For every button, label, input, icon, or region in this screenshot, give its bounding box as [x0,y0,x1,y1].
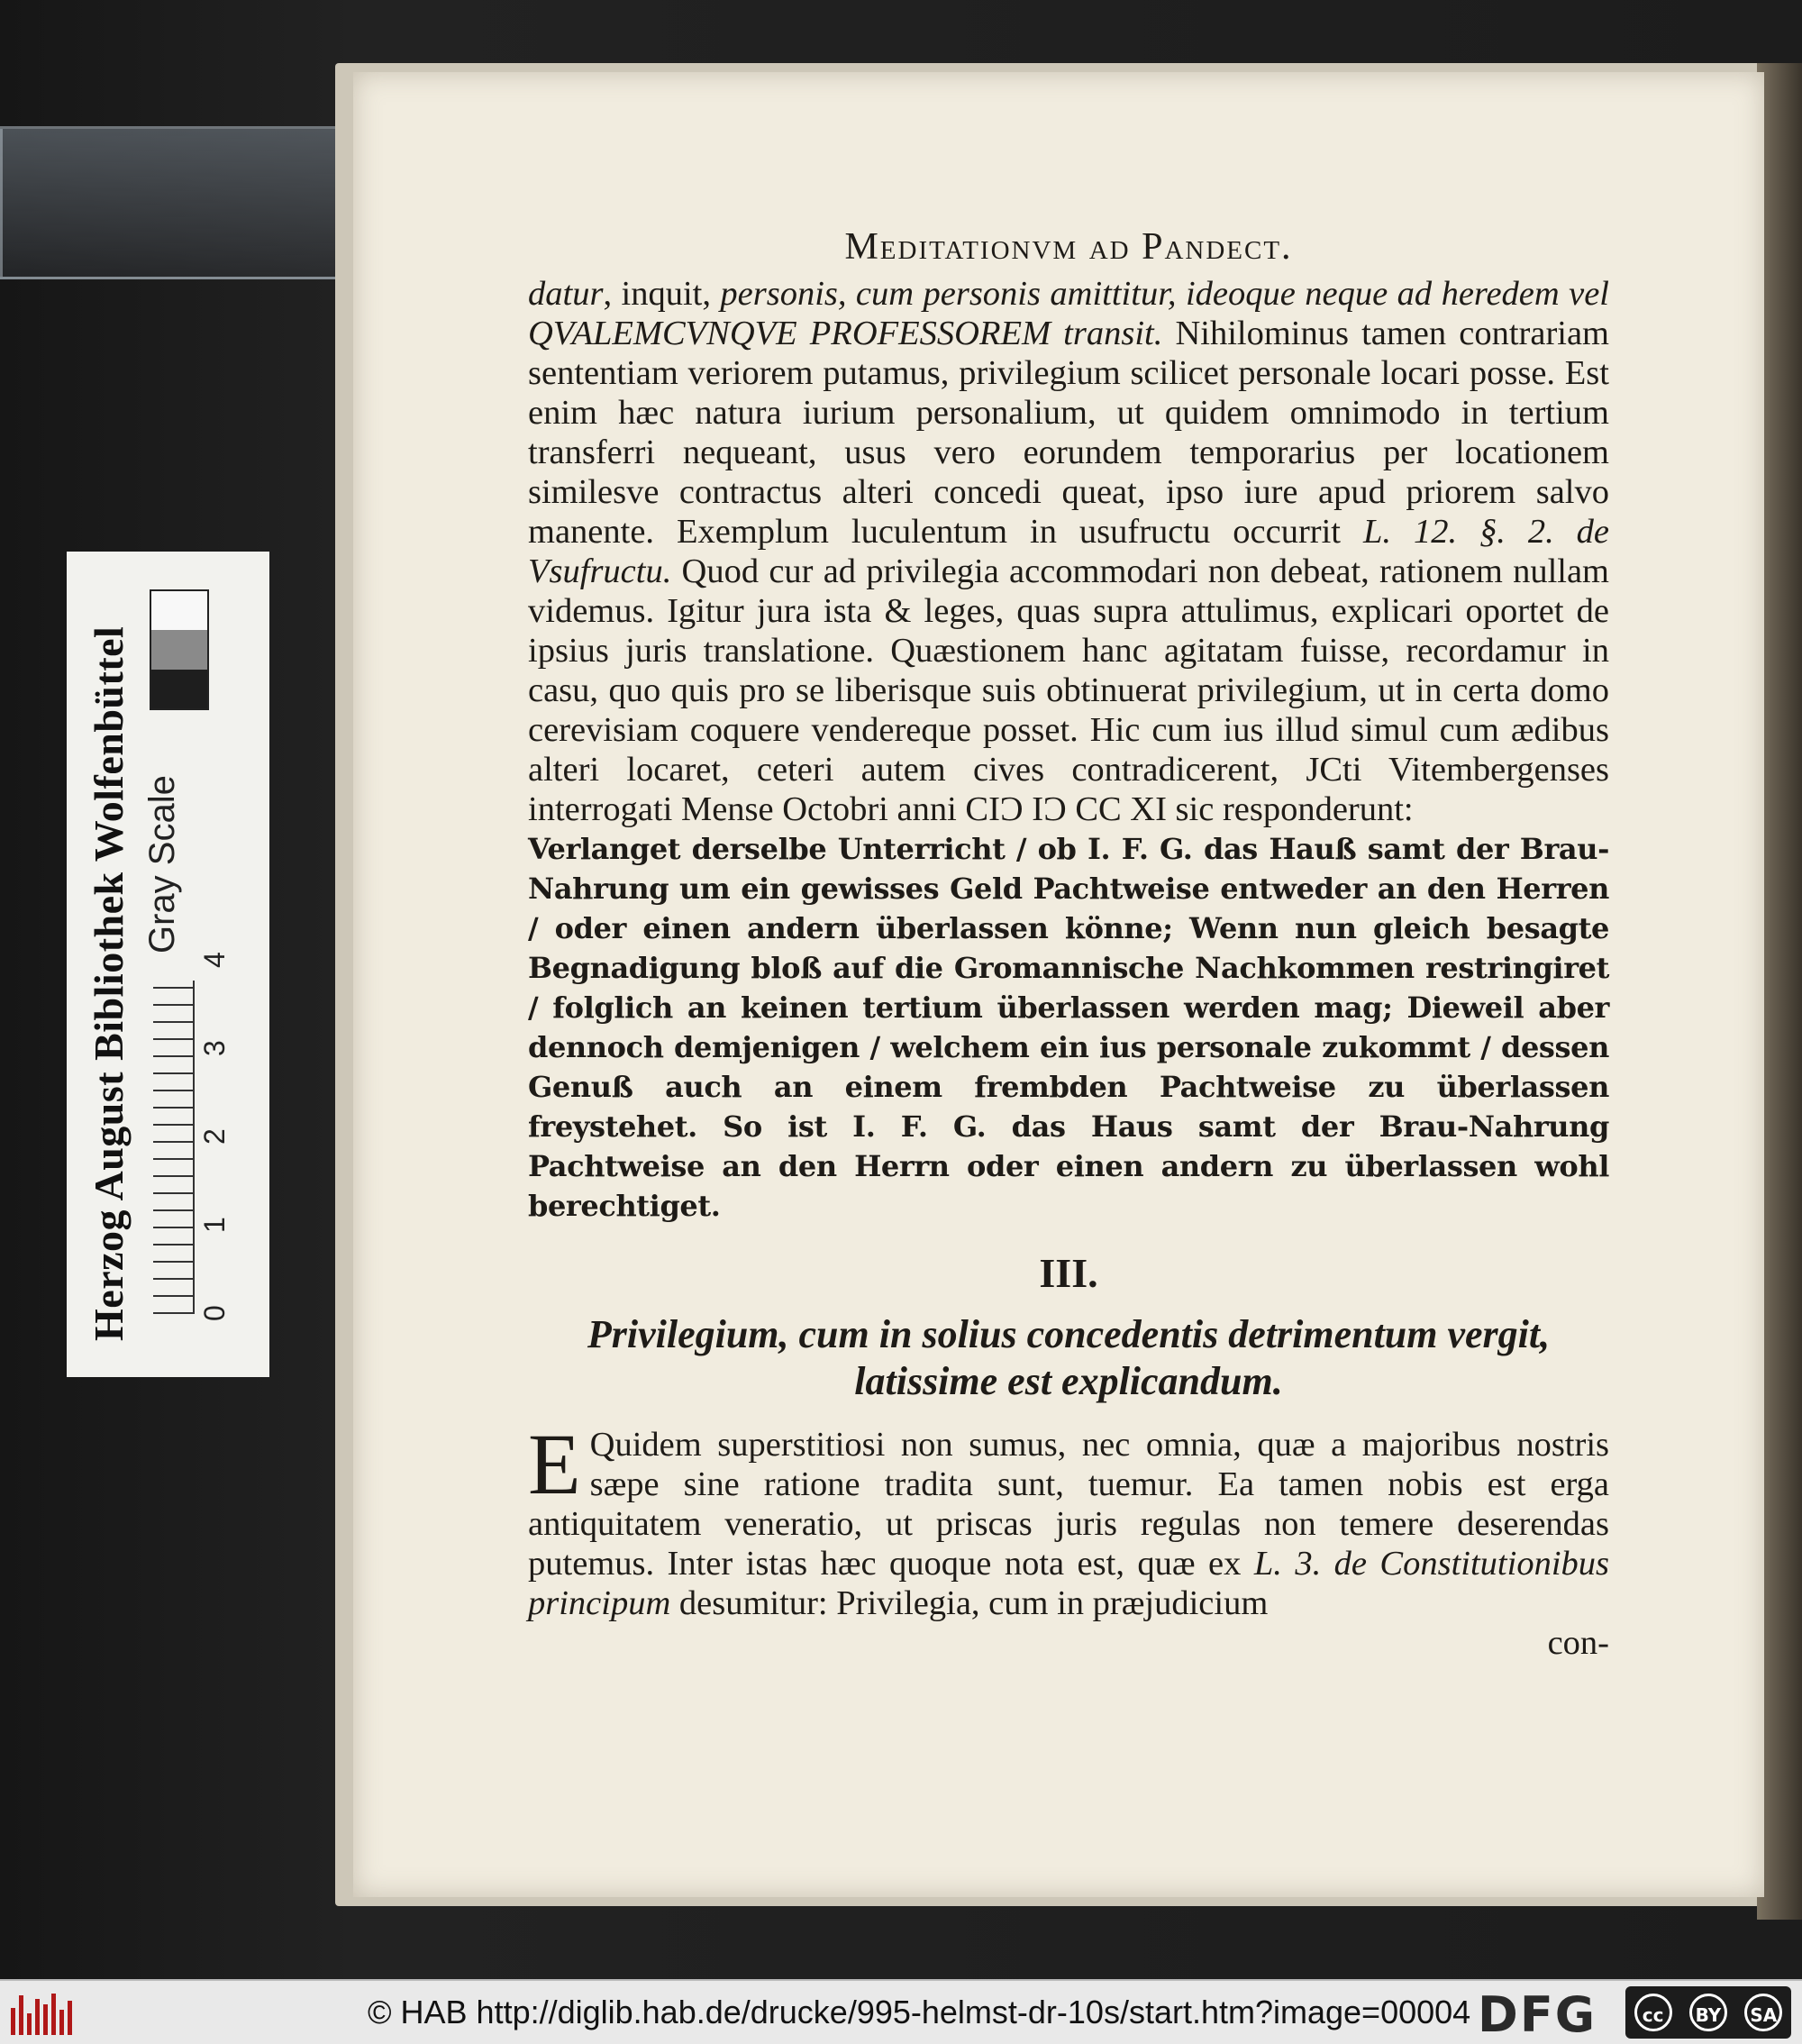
ruler-number: 3 [198,1040,231,1056]
text-segment: Quidem superstitiosi non sumus, nec omnia, quæ a majoribus nostris sæpe sine ratione tradita sunt, tuemur. Ea tamen nobis est erga antiquitatem veneratio, ut priscas juris regulas non temere deserendas putemus. Inter istas hæc quoque nota est, quæ ex [528,1426,1609,1583]
dfg-logo[interactable]: DFG [1478,1986,1597,2043]
text-segment: Nihilominus tamen contrariam sententiam veriorem putamus, privilegium scilicet personale locari posse. Est enim hæc natura iurium personalium, ut quidem omnimodo in tertium transferri nequeant, usus vero eorundem temporarius per locationem similesve contractus alteri concedi queat, ipso iure apud priorem salvo manente. Exemplum luculentum in usufructu occurrit [528,315,1609,551]
ruler-number: 0 [198,1305,231,1321]
ruler [153,981,195,1314]
cc-icon: cc [1634,1994,1672,2031]
credit-link[interactable]: © HAB http://diglib.hab.de/drucke/995-helmst-dr-10s/start.htm?image=00004 [368,1994,1471,2030]
running-head: Meditationvm ad Pandect. [844,226,1293,268]
cc-by-icon: BY [1689,1994,1727,2031]
library-name: Herzog August Bibliothek Wolfenbüttel [86,625,132,1341]
calibration-card-content [67,552,269,1377]
text-segment: Quod cur ad privilegia accommodari non debeat, rationem nullam videmus. Igitur jura ista & leges, quas supra attulimus, explicari oportet de ipsius juris translatione. Quæstionem hanc agitatam fuisse, recordamur in casu, quo quis pro se liberisque suis obtinuerat privilegium, ut in certa domo cerevisiam coquere vendereque posset. Hic cum ius illud simul cum ædibus alteri locaret, ceteri autem cives contradicerent, JCti Vitembergenses interrogati Mense Octobri anni CIƆ IƆ CC XI sic responderunt: [528,552,1609,828]
text-segment: , inquit, [603,275,721,313]
gray-patch-light [151,591,207,630]
gray-scale-patches [150,589,209,710]
paragraph-german-quote: Verlanget derselbe Unterricht / ob I. F. G. das Hauß samt der Brau-Nahrung um ein gewisses Geld Pachtweise entweder an den Herren / oder einen andern überlassen könne; Wenn nun gleich besagte Begnadigung bloß auf die Gromannische Nachkommen restringiret / folglich an keinen tertium überlassen werden mag; Dieweil aber dennoch demjenigen / welchem ein ius personale zukommt / dessen Genuß auch an einem frembden Pachtweise zu überlassen freystehet. So ist I. F. G. das Haus samt der Brau-Nahrung Pachtweise an den Herrn oder einen andern zu überlassen wohl berechtiget. [528,832,1609,1223]
footer-bar [0,1979,1802,2044]
citation: L. 12. §. 2. de Vsufructu. [528,513,1609,590]
cc-license-badge[interactable] [1625,1986,1791,2039]
paragraph-latin-2 [528,1416,1610,1623]
section-number: III. [1039,1250,1098,1296]
ruler-number: 2 [198,1128,231,1145]
hab-logo-icon[interactable] [11,1990,76,2035]
gray-patch-dark [151,670,207,708]
drop-cap: E [528,1416,581,1512]
citation: L. 3. de Constitutionibus principum [528,1545,1610,1622]
catchword: con- [1547,1624,1609,1662]
section-heading: Privilegium, cum in solius concedentis detrimentum vergit, latissime est explicandum. [587,1312,1551,1403]
gray-scale-label: Gray Scale [142,775,182,954]
calibration-card [67,552,269,1377]
ruler-number: 1 [198,1217,231,1233]
cc-sa-icon: SA [1744,1994,1782,2031]
text-segment: desumitur: Privilegia, cum in præjudicium [670,1584,1269,1622]
ruler-number: 4 [198,952,231,968]
paragraph-latin-1 [528,274,1609,829]
text-segment: personis, cum personis amittitur, ideoque neque ad heredem vel QVALEMCVNQVE PROFESSOREM transit. [528,275,1609,352]
page-text-block [528,225,1609,1663]
gray-patch-mid [151,630,207,669]
text-segment: datur [528,275,604,313]
